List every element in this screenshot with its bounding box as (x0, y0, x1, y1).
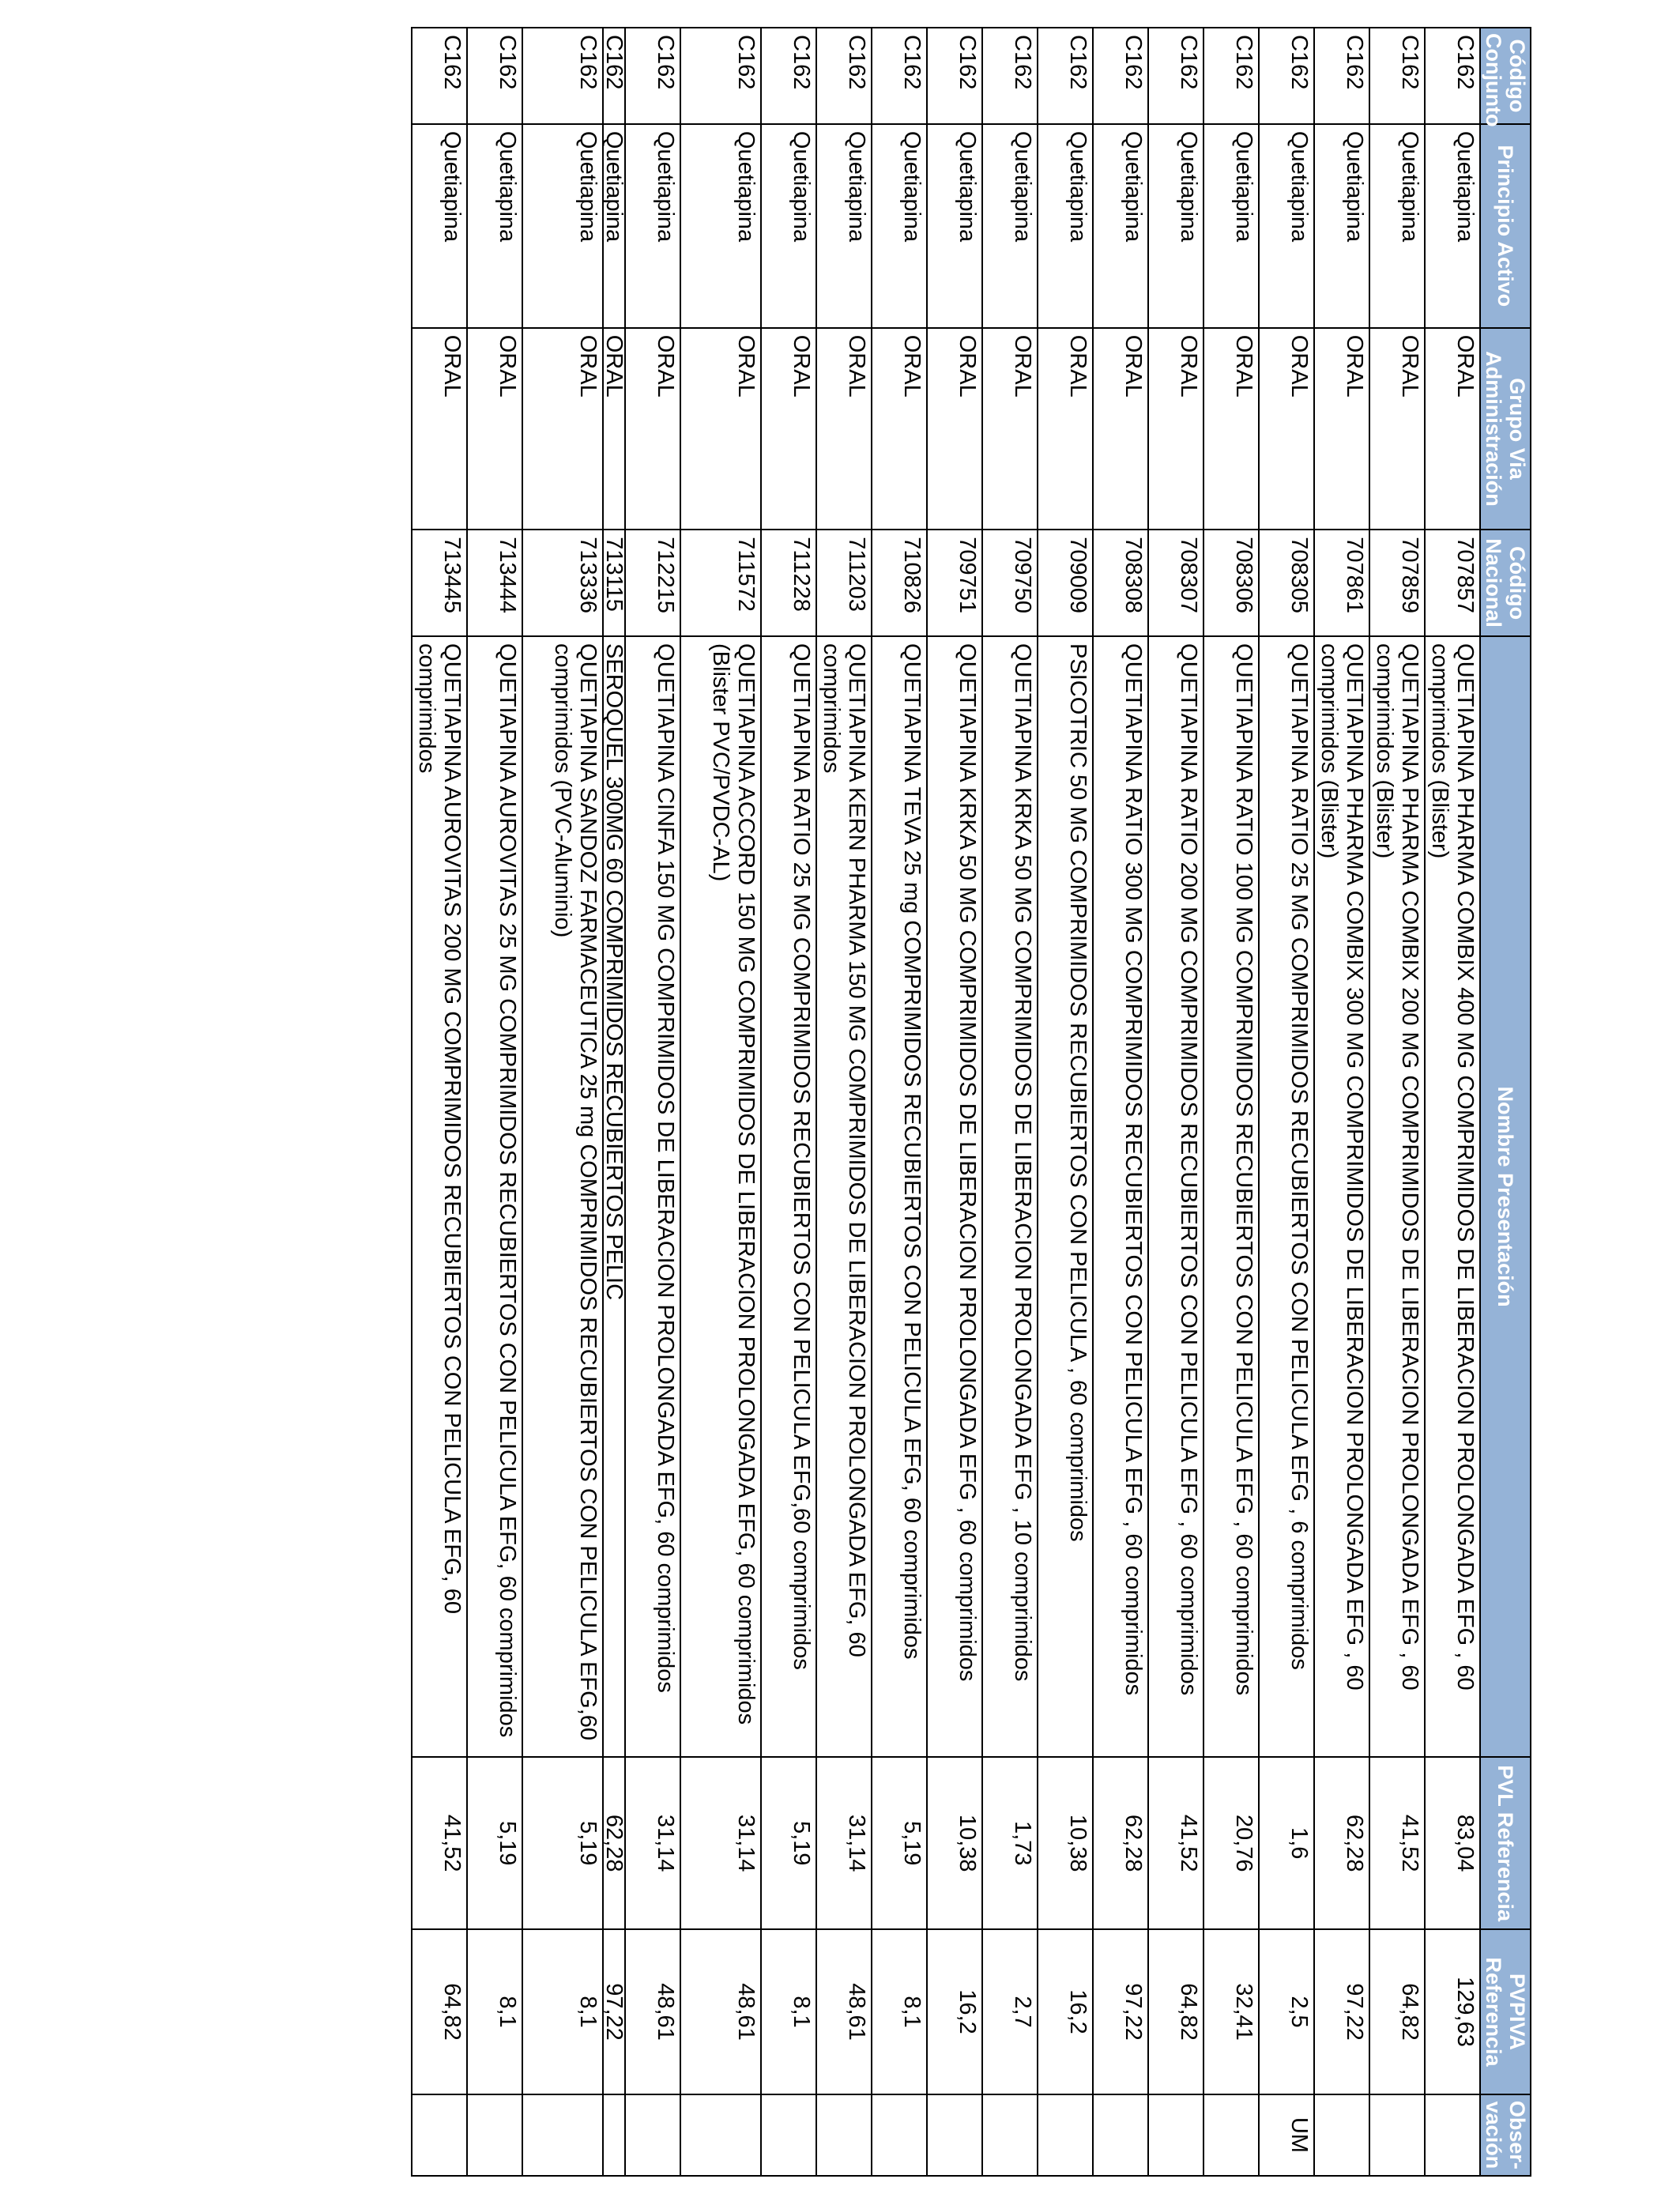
cell-pvpiva-referencia: 16,2 (927, 1929, 982, 2094)
cell-principio-activo: Quetiapina (680, 124, 761, 328)
cell-pvl-referencia: 62,28 (1093, 1757, 1148, 1929)
header-pvpiva-referencia: PVPIVA Referencia (1480, 1929, 1531, 2094)
cell-pvl-referencia: 10,38 (927, 1757, 982, 1929)
cell-pvl-referencia: 5,19 (872, 1757, 927, 1929)
cell-observacion (982, 2094, 1038, 2176)
cell-principio-activo: Quetiapina (927, 124, 982, 328)
cell-grupo-via: ORAL (1093, 328, 1148, 530)
cell-pvl-referencia: 10,38 (1038, 1757, 1093, 1929)
cell-pvl-referencia: 62,28 (1314, 1757, 1369, 1929)
cell-principio-activo: Quetiapina (603, 124, 625, 328)
cell-grupo-via: ORAL (625, 328, 680, 530)
cell-nombre-presentacion: QUETIAPINA AUROVITAS 200 MG COMPRIMIDOS RECUBIERTOS CON PELICULA EFG, 60 comprimidos (412, 636, 467, 1757)
cell-nombre-presentacion: QUETIAPINA PHARMA COMBIX 200 MG COMPRIMIDOS DE LIBERACION PROLONGADA EFG , 60 comprimidos (Blister) (1369, 636, 1425, 1757)
cell-codigo-conjunto: C162 (1203, 28, 1259, 124)
cell-codigo-conjunto: C162 (412, 28, 467, 124)
table-row (1148, 28, 1203, 2176)
cell-pvl-referencia: 83,04 (1425, 1757, 1480, 1929)
cell-pvl-referencia: 5,19 (467, 1757, 522, 1929)
cell-pvl-referencia: 5,19 (522, 1757, 603, 1929)
cell-grupo-via: ORAL (1314, 328, 1369, 530)
cell-codigo-conjunto: C162 (1148, 28, 1203, 124)
table-row (522, 28, 603, 2176)
cell-pvl-referencia: 20,76 (1203, 1757, 1259, 1929)
cell-pvpiva-referencia: 48,61 (625, 1929, 680, 2094)
header-observacion: Obser-vación (1480, 2094, 1531, 2176)
cell-principio-activo: Quetiapina (522, 124, 603, 328)
cell-grupo-via: ORAL (761, 328, 816, 530)
table-row (625, 28, 680, 2176)
table-row (872, 28, 927, 2176)
cell-codigo-conjunto: C162 (1425, 28, 1480, 124)
cell-codigo-nacional: 712215 (625, 530, 680, 636)
cell-pvpiva-referencia: 8,1 (467, 1929, 522, 2094)
cell-nombre-presentacion: QUETIAPINA PHARMA COMBIX 400 MG COMPRIMIDOS DE LIBERACION PROLONGADA EFG , 60 comprimidos (Blister) (1425, 636, 1480, 1757)
cell-codigo-nacional: 708306 (1203, 530, 1259, 636)
cell-nombre-presentacion: QUETIAPINA RATIO 100 MG COMPRIMIDOS RECUBIERTOS CON PELICULA EFG , 60 comprimidos (1203, 636, 1259, 1757)
cell-grupo-via: ORAL (603, 328, 625, 530)
cell-pvl-referencia: 5,19 (761, 1757, 816, 1929)
cell-nombre-presentacion: QUETIAPINA RATIO 25 MG COMPRIMIDOS RECUBIERTOS CON PELICULA EFG,60 comprimidos (761, 636, 816, 1757)
cell-observacion (1203, 2094, 1259, 2176)
header-codigo-nacional: Código Nacional (1480, 530, 1531, 636)
cell-codigo-conjunto: C162 (761, 28, 816, 124)
cell-codigo-conjunto: C162 (680, 28, 761, 124)
cell-codigo-nacional: 709009 (1038, 530, 1093, 636)
cell-grupo-via: ORAL (680, 328, 761, 530)
cell-pvl-referencia: 1,73 (982, 1757, 1038, 1929)
cell-nombre-presentacion: QUETIAPINA CINFA 150 MG COMPRIMIDOS DE LIBERACION PROLONGADA EFG, 60 comprimidos (625, 636, 680, 1757)
cell-codigo-conjunto: C162 (982, 28, 1038, 124)
table-row (467, 28, 522, 2176)
cell-pvpiva-referencia: 97,22 (603, 1929, 625, 2094)
cell-nombre-presentacion: QUETIAPINA ACCORD 150 MG COMPRIMIDOS DE LIBERACION PROLONGADA EFG, 60 comprimidos (Blister PVC/PVDC-AL) (680, 636, 761, 1757)
cell-principio-activo: Quetiapina (1369, 124, 1425, 328)
header-pvl-referencia: PVL Referencia (1480, 1757, 1531, 1929)
cell-grupo-via: ORAL (816, 328, 872, 530)
cell-principio-activo: Quetiapina (872, 124, 927, 328)
cell-codigo-nacional: 710826 (872, 530, 927, 636)
table-row (816, 28, 872, 2176)
cell-pvl-referencia: 31,14 (625, 1757, 680, 1929)
cell-grupo-via: ORAL (927, 328, 982, 530)
cell-pvl-referencia: 62,28 (603, 1757, 625, 1929)
cell-grupo-via: ORAL (412, 328, 467, 530)
cell-codigo-nacional: 713115 (603, 530, 625, 636)
cell-codigo-conjunto: C162 (467, 28, 522, 124)
cell-codigo-conjunto: C162 (872, 28, 927, 124)
cell-observacion (816, 2094, 872, 2176)
cell-codigo-nacional: 711203 (816, 530, 872, 636)
cell-nombre-presentacion: QUETIAPINA AUROVITAS 25 MG COMPRIMIDOS RECUBIERTOS CON PELICULA EFG, 60 comprimidos (467, 636, 522, 1757)
cell-observacion (522, 2094, 603, 2176)
cell-codigo-nacional: 709751 (927, 530, 982, 636)
cell-grupo-via: ORAL (1203, 328, 1259, 530)
cell-observacion: UM (1259, 2094, 1314, 2176)
cell-observacion (1038, 2094, 1093, 2176)
cell-observacion (412, 2094, 467, 2176)
cell-grupo-via: ORAL (522, 328, 603, 530)
cell-pvpiva-referencia: 64,82 (412, 1929, 467, 2094)
cell-grupo-via: ORAL (982, 328, 1038, 530)
cell-grupo-via: ORAL (467, 328, 522, 530)
cell-grupo-via: ORAL (1148, 328, 1203, 530)
cell-pvpiva-referencia: 2,5 (1259, 1929, 1314, 2094)
cell-pvl-referencia: 41,52 (1148, 1757, 1203, 1929)
table-row (1369, 28, 1425, 2176)
header-nombre-presentacion: Nombre Presentación (1480, 636, 1531, 1757)
cell-grupo-via: ORAL (1259, 328, 1314, 530)
cell-grupo-via: ORAL (1425, 328, 1480, 530)
header-codigo-conjunto: Código Conjunto (1480, 28, 1531, 124)
cell-principio-activo: Quetiapina (1093, 124, 1148, 328)
cell-observacion (872, 2094, 927, 2176)
cell-codigo-conjunto: C162 (1038, 28, 1093, 124)
cell-codigo-nacional: 708307 (1148, 530, 1203, 636)
cell-pvpiva-referencia: 97,22 (1093, 1929, 1148, 2094)
cell-pvpiva-referencia: 129,63 (1425, 1929, 1480, 2094)
cell-pvl-referencia: 41,52 (412, 1757, 467, 1929)
cell-codigo-conjunto: C162 (927, 28, 982, 124)
cell-pvl-referencia: 41,52 (1369, 1757, 1425, 1929)
cell-principio-activo: Quetiapina (1203, 124, 1259, 328)
cell-observacion (927, 2094, 982, 2176)
cell-observacion (1314, 2094, 1369, 2176)
cell-pvpiva-referencia: 48,61 (816, 1929, 872, 2094)
cell-pvpiva-referencia: 8,1 (761, 1929, 816, 2094)
cell-pvl-referencia: 1,6 (1259, 1757, 1314, 1929)
cell-codigo-nacional: 713445 (412, 530, 467, 636)
table-row (680, 28, 761, 2176)
cell-principio-activo: Quetiapina (412, 124, 467, 328)
cell-nombre-presentacion: QUETIAPINA PHARMA COMBIX 300 MG COMPRIMIDOS DE LIBERACION PROLONGADA EFG , 60 comprimidos (Blister) (1314, 636, 1369, 1757)
cell-codigo-conjunto: C162 (522, 28, 603, 124)
cell-nombre-presentacion: SEROQUEL 300MG 60 COMPRIMIDOS RECUBIERTOS PELIC (603, 636, 625, 1757)
cell-codigo-conjunto: C162 (1369, 28, 1425, 124)
cell-observacion (680, 2094, 761, 2176)
table-row (1093, 28, 1148, 2176)
cell-observacion (1093, 2094, 1148, 2176)
cell-codigo-conjunto: C162 (1259, 28, 1314, 124)
cell-codigo-nacional: 707857 (1425, 530, 1480, 636)
cell-codigo-nacional: 711572 (680, 530, 761, 636)
cell-observacion (603, 2094, 625, 2176)
cell-pvl-referencia: 31,14 (680, 1757, 761, 1929)
cell-principio-activo: Quetiapina (1148, 124, 1203, 328)
cell-nombre-presentacion: QUETIAPINA KRKA 50 MG COMPRIMIDOS DE LIBERACION PROLONGADA EFG , 60 comprimidos (927, 636, 982, 1757)
table-row (982, 28, 1038, 2176)
cell-codigo-nacional: 711228 (761, 530, 816, 636)
cell-nombre-presentacion: QUETIAPINA SANDOZ FARMACEUTICA 25 mg COMPRIMIDOS RECUBIERTOS CON PELICULA EFG,60 comprimidos (PVC-Aluminio) (522, 636, 603, 1757)
table-row (412, 28, 467, 2176)
cell-grupo-via: ORAL (1038, 328, 1093, 530)
table-row (1314, 28, 1369, 2176)
cell-observacion (761, 2094, 816, 2176)
cell-codigo-nacional: 713444 (467, 530, 522, 636)
cell-nombre-presentacion: QUETIAPINA TEVA 25 mg COMPRIMIDOS RECUBIERTOS CON PELICULA EFG, 60 comprimidos (872, 636, 927, 1757)
table-row (1203, 28, 1259, 2176)
cell-observacion (1425, 2094, 1480, 2176)
cell-principio-activo: Quetiapina (467, 124, 522, 328)
cell-codigo-conjunto: C162 (1314, 28, 1369, 124)
cell-pvpiva-referencia: 64,82 (1369, 1929, 1425, 2094)
cell-codigo-nacional: 708305 (1259, 530, 1314, 636)
cell-codigo-nacional: 713336 (522, 530, 603, 636)
cell-pvl-referencia: 31,14 (816, 1757, 872, 1929)
cell-principio-activo: Quetiapina (816, 124, 872, 328)
cell-codigo-conjunto: C162 (816, 28, 872, 124)
cell-observacion (1369, 2094, 1425, 2176)
cell-codigo-nacional: 708308 (1093, 530, 1148, 636)
table-body (412, 28, 1480, 2176)
cell-principio-activo: Quetiapina (625, 124, 680, 328)
table-row (1425, 28, 1480, 2176)
table-row (1259, 28, 1314, 2176)
cell-pvpiva-referencia: 16,2 (1038, 1929, 1093, 2094)
cell-principio-activo: Quetiapina (1314, 124, 1369, 328)
cell-observacion (1148, 2094, 1203, 2176)
cell-nombre-presentacion: QUETIAPINA RATIO 25 MG COMPRIMIDOS RECUBIERTOS CON PELICULA EFG , 6 comprimidos (1259, 636, 1314, 1757)
cell-pvpiva-referencia: 32,41 (1203, 1929, 1259, 2094)
cell-nombre-presentacion: QUETIAPINA RATIO 300 MG COMPRIMIDOS RECUBIERTOS CON PELICULA EFG , 60 comprimidos (1093, 636, 1148, 1757)
cell-observacion (467, 2094, 522, 2176)
cell-principio-activo: Quetiapina (1425, 124, 1480, 328)
cell-pvpiva-referencia: 8,1 (872, 1929, 927, 2094)
cell-pvpiva-referencia: 8,1 (522, 1929, 603, 2094)
cell-codigo-nacional: 707859 (1369, 530, 1425, 636)
table-row (761, 28, 816, 2176)
cell-principio-activo: Quetiapina (982, 124, 1038, 328)
cell-pvpiva-referencia: 48,61 (680, 1929, 761, 2094)
cell-pvpiva-referencia: 97,22 (1314, 1929, 1369, 2094)
cell-codigo-nacional: 707861 (1314, 530, 1369, 636)
table-row (603, 28, 625, 2176)
medication-price-table (411, 27, 1531, 2177)
cell-grupo-via: ORAL (1369, 328, 1425, 530)
cell-codigo-conjunto: C162 (1093, 28, 1148, 124)
table-header-row (1480, 28, 1531, 2176)
cell-pvpiva-referencia: 2,7 (982, 1929, 1038, 2094)
cell-observacion (625, 2094, 680, 2176)
cell-principio-activo: Quetiapina (761, 124, 816, 328)
cell-codigo-conjunto: C162 (603, 28, 625, 124)
cell-nombre-presentacion: QUETIAPINA KRKA 50 MG COMPRIMIDOS DE LIBERACION PROLONGADA EFG , 10 comprimidos (982, 636, 1038, 1757)
table-row (1038, 28, 1093, 2176)
cell-principio-activo: Quetiapina (1038, 124, 1093, 328)
header-grupo-via: Grupo Via Administración (1480, 328, 1531, 530)
cell-nombre-presentacion: QUETIAPINA RATIO 200 MG COMPRIMIDOS RECUBIERTOS CON PELICULA EFG , 60 comprimidos (1148, 636, 1203, 1757)
cell-codigo-nacional: 709750 (982, 530, 1038, 636)
cell-nombre-presentacion: QUETIAPINA KERN PHARMA 150 MG COMPRIMIDOS DE LIBERACION PROLONGADA EFG, 60 comprimidos (816, 636, 872, 1757)
cell-codigo-conjunto: C162 (625, 28, 680, 124)
cell-principio-activo: Quetiapina (1259, 124, 1314, 328)
cell-nombre-presentacion: PSICOTRIC 50 MG COMPRIMIDOS RECUBIERTOS CON PELICULA , 60 comprimidos (1038, 636, 1093, 1757)
header-principio-activo: Principio Activo (1480, 124, 1531, 328)
cell-grupo-via: ORAL (872, 328, 927, 530)
cell-pvpiva-referencia: 64,82 (1148, 1929, 1203, 2094)
table-row (927, 28, 982, 2176)
